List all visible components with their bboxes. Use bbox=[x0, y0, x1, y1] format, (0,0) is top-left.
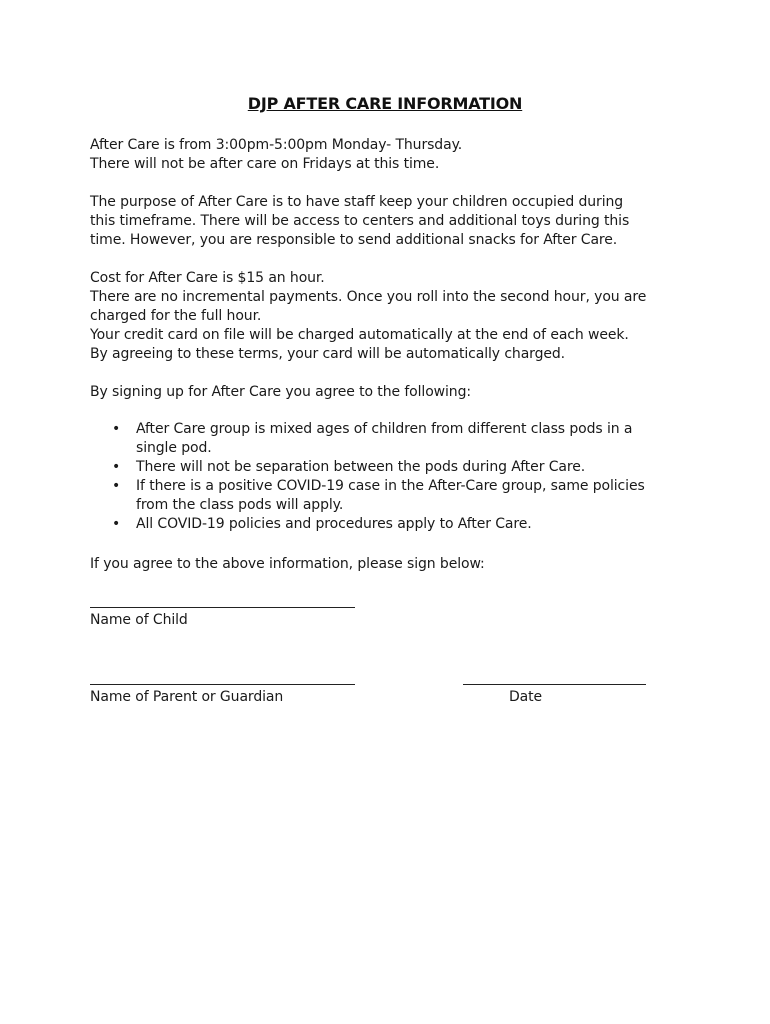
agree-intro bbox=[90, 383, 690, 402]
sign-prompt-text: If you agree to the above information, please sign below: bbox=[90, 556, 485, 572]
list-item bbox=[90, 515, 690, 534]
page-title: DJP AFTER CARE INFORMATION bbox=[247, 94, 523, 113]
parent-signature-line[interactable] bbox=[90, 684, 355, 685]
bullet-icon: • bbox=[112, 459, 121, 475]
bullet-icon: • bbox=[112, 421, 121, 437]
list-item bbox=[90, 420, 690, 458]
list-item-text: If there is a positive COVID-19 case in the After-Care group, same policies bbox=[136, 478, 645, 494]
cost-line: charged for the full hour. bbox=[90, 308, 262, 324]
list-item-text: There will not be separation between the pods during After Care. bbox=[136, 459, 586, 475]
agree-intro-text: By signing up for After Care you agree to the following: bbox=[90, 384, 471, 400]
purpose-line: this timeframe. There will be access to centers and additional toys during this bbox=[90, 213, 630, 229]
cost-line: There are no incremental payments. Once you roll into the second hour, you are bbox=[90, 289, 647, 305]
child-name-label: Name of Child bbox=[90, 612, 188, 628]
list-item bbox=[90, 477, 690, 515]
list-item-text: All COVID-19 policies and procedures apply to After Care. bbox=[136, 516, 532, 532]
parent-name-label: Name of Parent or Guardian bbox=[90, 689, 284, 705]
terms-list bbox=[90, 420, 690, 534]
cost-line: Cost for After Care is $15 an hour. bbox=[90, 270, 325, 286]
bullet-icon: • bbox=[112, 478, 121, 494]
child-signature-line[interactable] bbox=[90, 607, 355, 608]
list-item-text: single pod. bbox=[136, 440, 212, 456]
list-item-text: from the class pods will apply. bbox=[136, 497, 344, 513]
purpose-paragraph bbox=[90, 193, 690, 250]
purpose-line: The purpose of After Care is to have staff keep your children occupied during bbox=[90, 194, 624, 210]
cost-paragraph bbox=[90, 269, 690, 364]
purpose-line: time. However, you are responsible to send additional snacks for After Care. bbox=[90, 232, 618, 248]
list-item bbox=[90, 458, 690, 477]
date-signature-line[interactable] bbox=[463, 684, 646, 685]
schedule-paragraph bbox=[90, 136, 690, 174]
cost-line: By agreeing to these terms, your card will be automatically charged. bbox=[90, 346, 566, 362]
schedule-line: After Care is from 3:00pm-5:00pm Monday- Thursday. bbox=[90, 137, 463, 153]
list-item-text: After Care group is mixed ages of children from different class pods in a bbox=[136, 421, 633, 437]
date-label: Date bbox=[509, 689, 543, 705]
schedule-line: There will not be after care on Fridays at this time. bbox=[90, 156, 440, 172]
bullet-icon: • bbox=[112, 516, 121, 532]
cost-line: Your credit card on file will be charged automatically at the end of each week. bbox=[90, 327, 629, 343]
sign-prompt bbox=[90, 555, 690, 574]
